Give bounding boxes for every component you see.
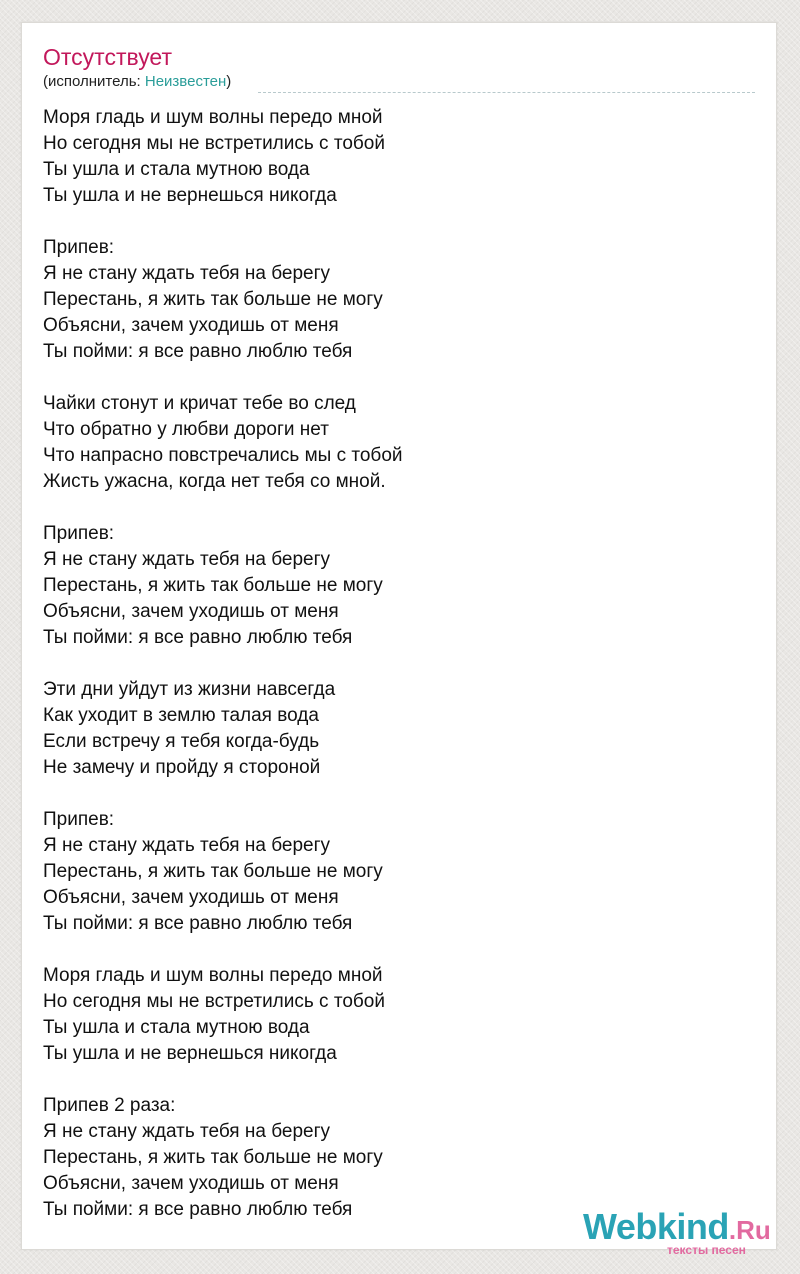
lyric-line: Чайки стонут и кричат тебе во след <box>43 393 356 414</box>
lyric-line: Объясни, зачем уходишь от меня <box>43 315 339 336</box>
stanza-break <box>43 781 743 807</box>
lyric-line: Припев: <box>43 809 115 830</box>
song-title: Отсутствует <box>43 44 172 70</box>
lyric-line: Припев: <box>43 523 115 544</box>
stanza-break <box>43 937 743 963</box>
lyric-line: Эти дни уйдут из жизни навсегда <box>43 679 336 700</box>
stanza-break <box>43 1067 743 1093</box>
logo-name: Webkind <box>583 1206 729 1247</box>
lyric-line: Что напрасно повстречались мы с тобой <box>43 445 403 466</box>
logo-tagline: тексты песен <box>667 1243 746 1257</box>
artist-prefix: (исполнитель: <box>43 73 145 90</box>
lyric-line: Объясни, зачем уходишь от меня <box>43 601 339 622</box>
lyric-line: Моря гладь и шум волны передо мной <box>43 965 383 986</box>
lyric-line: Объясни, зачем уходишь от меня <box>43 1173 339 1194</box>
lyric-line: Перестань, я жить так больше не могу <box>43 1147 383 1168</box>
lyric-line: Но сегодня мы не встретились с тобой <box>43 991 385 1012</box>
lyric-line: Я не стану ждать тебя на берегу <box>43 263 331 284</box>
logo-domain: .Ru <box>728 1215 771 1245</box>
lyric-line: Ты пойми: я все равно люблю тебя <box>43 913 353 934</box>
artist-suffix: ) <box>226 73 232 90</box>
stanza-break <box>43 209 743 235</box>
artist-line <box>43 73 231 91</box>
lyric-line: Но сегодня мы не встретились с тобой <box>43 133 385 154</box>
lyric-line: Ты пойми: я все равно люблю тебя <box>43 1199 353 1220</box>
lyric-line: Ты ушла и стала мутною вода <box>43 159 310 180</box>
lyric-line: Я не стану ждать тебя на берегу <box>43 1121 331 1142</box>
lyric-line: Перестань, я жить так больше не могу <box>43 575 383 596</box>
lyric-line: Жисть ужасна, когда нет тебя со мной. <box>43 471 386 492</box>
lyric-line: Если встречу я тебя когда-будь <box>43 731 320 752</box>
lyric-line: Я не стану ждать тебя на берегу <box>43 835 331 856</box>
artist-link[interactable]: Неизвестен <box>144 73 227 90</box>
lyric-line: Моря гладь и шум волны передо мной <box>43 107 383 128</box>
stanza-break <box>43 651 743 677</box>
lyric-line: Объясни, зачем уходишь от меня <box>43 887 339 908</box>
lyric-line: Я не стану ждать тебя на берегу <box>43 549 331 570</box>
lyric-line: Перестань, я жить так больше не могу <box>43 289 383 310</box>
lyric-line: Как уходит в землю талая вода <box>43 705 319 726</box>
lyric-line: Ты ушла и не вернешься никогда <box>43 185 337 206</box>
lyric-line: Ты ушла и не вернешься никогда <box>43 1043 337 1064</box>
lyric-line: Ты пойми: я все равно люблю тебя <box>43 341 353 362</box>
site-logo[interactable] <box>583 1206 783 1257</box>
lyric-line: Перестань, я жить так больше не могу <box>43 861 383 882</box>
lyric-line: Не замечу и пройду я стороной <box>43 757 321 778</box>
lyrics-card <box>21 22 777 1257</box>
stanza-break <box>43 495 743 521</box>
lyric-line: Припев: <box>43 237 115 258</box>
lyrics-text <box>43 105 743 1223</box>
lyric-line: Припев 2 раза: <box>43 1095 176 1116</box>
lyric-line: Что обратно у любви дороги нет <box>43 419 329 440</box>
stanza-break <box>43 365 743 391</box>
lyric-line: Ты ушла и стала мутною вода <box>43 1017 310 1038</box>
header-divider <box>258 92 755 93</box>
lyric-line: Ты пойми: я все равно люблю тебя <box>43 627 353 648</box>
